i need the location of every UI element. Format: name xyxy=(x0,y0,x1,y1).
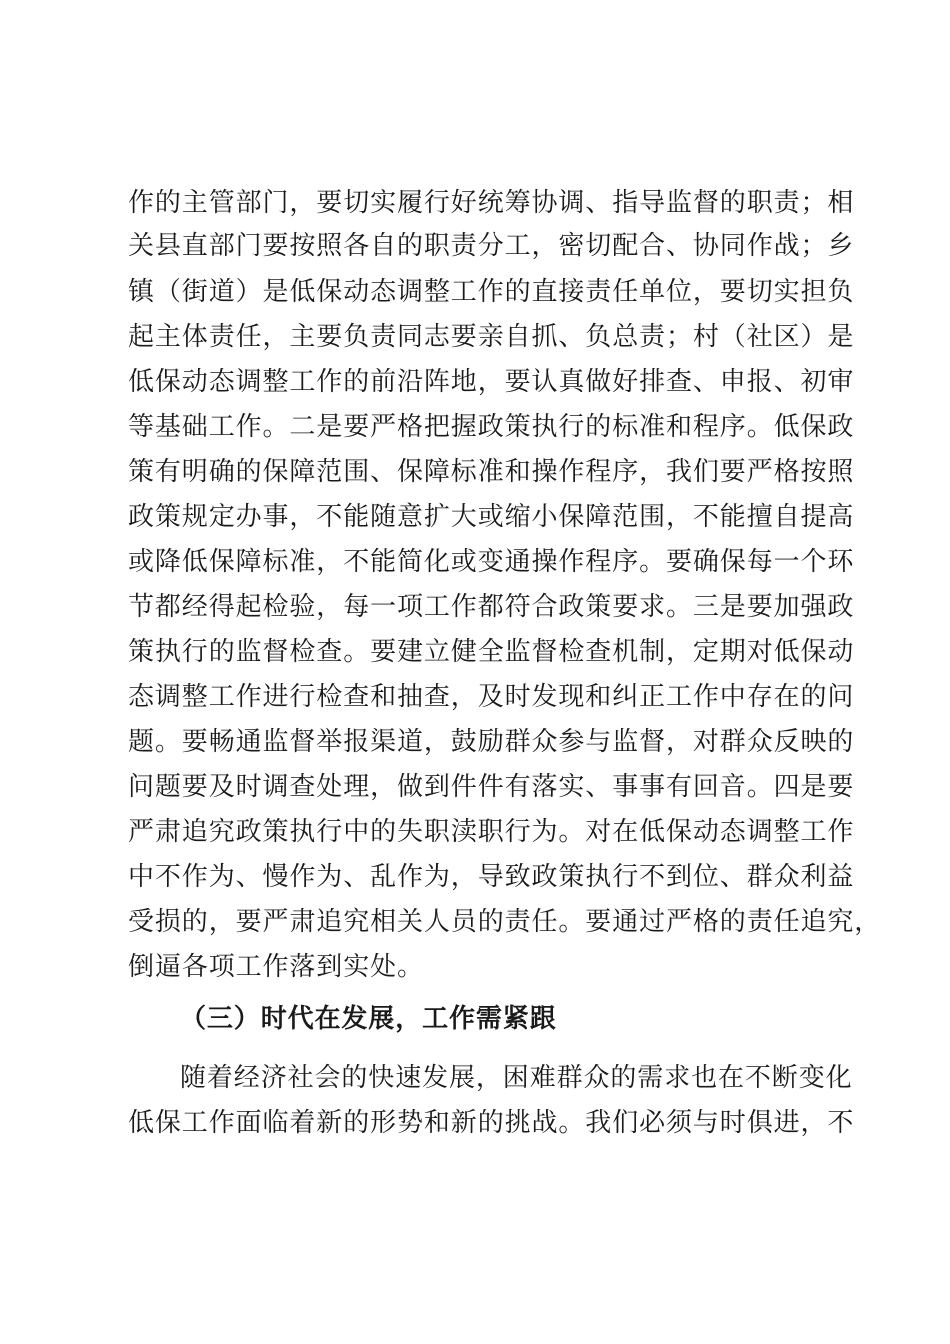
paragraph-line: 中不作为、慢作为、乱作为，导致政策执行不到位、群众利益 xyxy=(128,862,855,892)
paragraph-line: 关县直部门要按照各自的职责分工，密切配合、协同作战；乡 xyxy=(128,231,855,261)
paragraph-line: 随着经济社会的快速发展，困难群众的需求也在不断变化 xyxy=(180,1063,853,1093)
paragraph-line: 镇（街道）是低保动态调整工作的直接责任单位，要切实担负 xyxy=(128,277,855,307)
paragraph-line: 或降低保障标准，不能简化或变通操作程序。要确保每一个环 xyxy=(128,547,855,577)
paragraph-line: 策有明确的保障范围、保障标准和操作程序，我们要严格按照 xyxy=(128,457,855,487)
paragraph-line: 态调整工作进行检查和抽查，及时发现和纠正工作中存在的问 xyxy=(128,682,855,712)
paragraph-line: 等基础工作。二是要严格把握政策执行的标准和程序。低保政 xyxy=(128,412,855,442)
section-heading: （三）时代在发展，工作需紧跟 xyxy=(180,1004,557,1034)
paragraph-line: 题。要畅通监督举报渠道，鼓励群众参与监督，对群众反映的 xyxy=(128,727,855,757)
paragraph-line: 受损的，要严肃追究相关人员的责任。要通过严格的责任追究， xyxy=(128,907,882,937)
paragraph-line: 倒逼各项工作落到实处。 xyxy=(128,952,424,982)
paragraph-line: 策执行的监督检查。要建立健全监督检查机制，定期对低保动 xyxy=(128,637,855,667)
paragraph-line: 政策规定办事，不能随意扩大或缩小保障范围，不能擅自提高 xyxy=(128,502,855,532)
paragraph-line: 低保动态调整工作的前沿阵地，要认真做好排查、申报、初审 xyxy=(128,367,855,397)
paragraph-line: 严肃追究政策执行中的失职渎职行为。对在低保动态调整工作 xyxy=(128,817,855,847)
paragraph-line: 问题要及时调查处理，做到件件有落实、事事有回音。四是要 xyxy=(128,772,855,802)
paragraph-line: 低保工作面临着新的形势和新的挑战。我们必须与时俱进，不 xyxy=(128,1108,855,1138)
paragraph-line: 作的主管部门，要切实履行好统筹协调、指导监督的职责；相 xyxy=(128,188,855,218)
paragraph-line: 节都经得起检验，每一项工作都符合政策要求。三是要加强政 xyxy=(128,592,855,622)
paragraph-line: 起主体责任，主要负责同志要亲自抓、负总责；村（社区）是 xyxy=(128,322,855,352)
